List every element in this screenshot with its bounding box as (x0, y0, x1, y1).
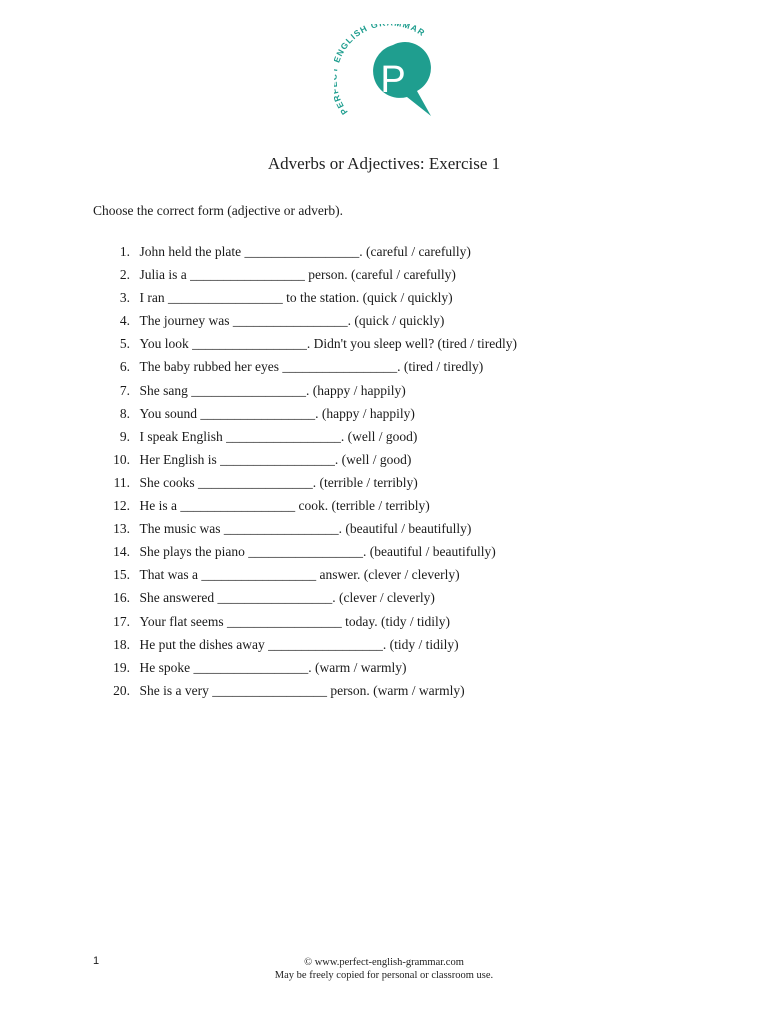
exercise-item (100, 659, 517, 682)
worksheet-title: Adverbs or Adjectives: Exercise 1 (267, 154, 501, 173)
exercise-number-text: 1. (119, 244, 130, 259)
exercise-gap (130, 266, 140, 289)
exercise-number-text: 18. (113, 636, 130, 652)
exercise-number-text: 10. (113, 451, 130, 467)
exercise-sentence: He spoke _________________. (warm / warmly) (139, 659, 407, 675)
exercise-item (100, 312, 517, 335)
exercise-sentence: I ran _________________ to the station. (quick / quickly) (139, 290, 453, 306)
exercise-sentence: The journey was _________________. (quick / quickly) (139, 313, 445, 329)
exercise-gap (130, 636, 140, 659)
exercise-item (100, 520, 517, 543)
exercise-item (100, 405, 517, 428)
exercise-sentence: He put the dishes away _________________. (tidy / tidily) (139, 636, 459, 652)
exercise-number-text: 15. (113, 567, 130, 583)
exercise-number-text: 8. (119, 405, 130, 421)
logo-icon (334, 24, 434, 124)
perfect-english-grammar-logo (334, 24, 434, 124)
exercise-item (100, 382, 517, 405)
exercise-number-text: 11. (113, 474, 130, 490)
exercise-number-text: 12. (113, 498, 130, 514)
footer-license: May be freely copied for personal or classroom use. (274, 970, 494, 981)
exercise-sentence: She sang _________________. (happy / happily) (139, 382, 406, 398)
exercise-gap (130, 358, 140, 381)
exercise-sentence: Your flat seems _________________ today. (tidy / tidily) (139, 613, 450, 629)
exercise-number-text: 5. (119, 336, 130, 352)
exercise-gap (130, 613, 140, 636)
exercise-number-text: 13. (113, 521, 130, 537)
exercise-gap (130, 682, 140, 705)
exercise-gap (130, 405, 140, 428)
logo-letter: P (380, 59, 406, 101)
exercise-item (100, 589, 517, 612)
exercise-gap (130, 289, 140, 312)
exercise-gap (130, 243, 140, 266)
exercise-gap (130, 497, 140, 520)
exercise-item (100, 543, 517, 566)
exercise-item (100, 613, 517, 636)
exercise-item (100, 566, 517, 589)
exercise-sentence: Julia is a _________________ person. (careful / carefully) (139, 267, 456, 283)
footer (0, 956, 768, 982)
exercise-item (100, 451, 517, 474)
exercise-sentence: She is a very _________________ person. (warm / warmly) (139, 682, 465, 698)
exercise-number-text: 9. (119, 428, 130, 444)
exercise-sentence: That was a _________________ answer. (clever / cleverly) (139, 567, 460, 583)
exercise-item (100, 335, 517, 358)
exercise-sentence: She answered _________________. (clever / cleverly) (139, 590, 435, 606)
exercise-item (100, 636, 517, 659)
exercise-gap (130, 312, 140, 335)
exercise-sentence: The music was _________________. (beautiful / beautifully) (139, 521, 472, 537)
exercise-number-text: 16. (113, 590, 130, 606)
exercise-number-text: 20. (113, 682, 130, 698)
exercise-number-text: 14. (113, 544, 130, 560)
exercise-sentence: You look _________________. Didn't you sleep well? (tired / tiredly) (139, 336, 518, 352)
exercise-gap (130, 543, 140, 566)
exercise-sentence: Her English is _________________. (well / good) (139, 451, 412, 467)
exercise-sentence: He is a _________________ cook. (terrible / terribly) (139, 498, 430, 514)
exercise-number-text: 3. (119, 290, 130, 306)
exercise-number-text: 17. (113, 613, 130, 629)
exercise-sentence: You sound _________________. (happy / happily) (139, 405, 415, 421)
exercise-gap (130, 520, 140, 543)
exercise-sentence: She plays the piano _________________. (beautiful / beautifully) (139, 544, 496, 560)
footer-copyright: © www.perfect-english-grammar.com (304, 957, 464, 968)
exercise-gap (130, 659, 140, 682)
exercise-gap (130, 335, 140, 358)
exercise-item (100, 243, 517, 266)
exercise-gap (130, 566, 140, 589)
exercise-gap (130, 451, 140, 474)
exercise-item (100, 358, 517, 381)
exercise-list (100, 243, 517, 705)
exercise-sentence: The baby rubbed her eyes _________________. (tired / tiredly) (139, 359, 484, 375)
exercise-number-text: 2. (119, 267, 130, 283)
exercise-number-text: 19. (113, 659, 130, 675)
exercise-item (100, 428, 517, 451)
exercise-item (100, 682, 517, 705)
exercise-sentence: She cooks _________________. (terrible / terribly) (139, 474, 418, 490)
exercise-item (100, 289, 517, 312)
exercise-sentence: John held the plate _________________. (careful / carefully) (139, 244, 471, 259)
exercise-gap (130, 589, 140, 612)
exercise-item (100, 497, 517, 520)
exercise-number-text: 4. (119, 313, 130, 329)
instructions: Choose the correct form (adjective or adverb). (93, 203, 344, 218)
logo-arc-textpath: PE NGLISH G MAR (334, 24, 428, 117)
exercise-gap (130, 382, 140, 405)
exercise-gap (130, 428, 140, 451)
exercise-sentence: I speak English _________________. (well / good) (139, 428, 418, 444)
exercise-number-text: 6. (119, 359, 130, 375)
exercise-item (100, 266, 517, 289)
exercise-item (100, 474, 517, 497)
page-number: 1 (93, 955, 100, 967)
exercise-gap (130, 474, 140, 497)
exercise-number-text: 7. (119, 382, 130, 398)
